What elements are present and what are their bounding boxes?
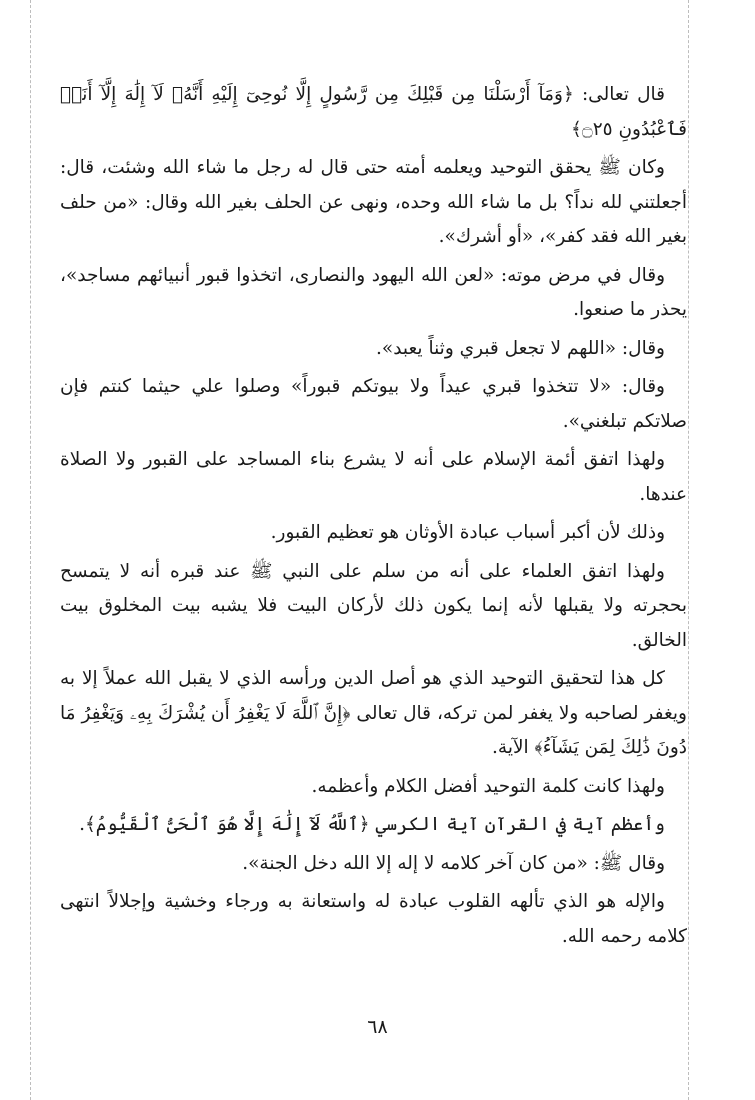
page-number: ٦٨	[367, 1016, 388, 1038]
paragraph-5: وقال: «لا تتخذوا قبري عيداً ولا بيوتكم قبوراً» وصلوا علي حيثما كنتم فإن صلاتكم تبلغني».	[60, 376, 687, 432]
paragraph-1: قال تعالى: ﴿وَمَآ أَرْسَلْنَا مِن قَبْلِكَ مِن رَّسُولٍ إِلَّا نُوحِىٓ إِلَيْهِ أَنَّهُۥ لَآ إِلَٰهَ إِلَّآ أَنَا۠ فَٱعْبُدُونِ ۝٢٥﴾	[60, 84, 687, 140]
paragraph-11: وأعظم آية في القرآن آية الكرسي ﴿ٱللَّهُ لَآ إِلَٰهَ إِلَّا هُوَ ٱلْحَىُّ ٱلْقَيُّومُ﴾.	[79, 814, 665, 835]
paragraph-3: وقال في مرض موته: «لعن الله اليهود والنصارى، اتخذوا قبور أنبيائهم مساجد»، يحذر ما صنعوا.	[60, 264, 687, 320]
paragraph-9: كل هذا لتحقيق التوحيد الذي هو أصل الدين ورأسه الذي لا يقبل الله عملاً إلا به ويغفر لصاحبه ولا يغفر لمن تركه، قال تعالى ﴿إِنَّ ٱللَّهَ لَا يَغْفِرُ أَن يُشْرَكَ بِهِۦ وَيَغْفِرُ مَا دُونَ ذَٰلِكَ لِمَن يَشَآءُ﴾ الآية.	[60, 668, 687, 758]
paragraph-13: والإله هو الذي تألهه القلوب عبادة له واستعانة به ورجاء وخشية وإجلالاً انتهى كلامه رحمه الله.	[60, 891, 687, 947]
paragraph-8: ولهذا اتفق العلماء على أنه من سلم على النبي ﷺ عند قبره أنه لا يتمسح بحجرته ولا يقبلها لأنه إنما يكون ذلك لأركان البيت فلا يشبه بيت المخلوق بيت الخالق.	[60, 560, 687, 651]
paragraph-2: وكان ﷺ يحقق التوحيد ويعلمه أمته حتى قال له رجل ما شاء الله وشئت، قال: أجعلتني لله نداً؟ بل ما شاء الله وحده، ونهى عن الحلف بغير الله وقال: «من حلف بغير الله فقد كفر»، «أو أشرك».	[60, 157, 687, 247]
paragraph-12: وقال ﷺ: «من كان آخر كلامه لا إله إلا الله دخل الجنة».	[242, 852, 665, 874]
paragraph-6: ولهذا اتفق أئمة الإسلام على أنه لا يشرع بناء المساجد على القبور ولا الصلاة عندها.	[60, 449, 687, 505]
margin-guide-left	[30, 0, 31, 1100]
margin-guide-right	[688, 0, 689, 1100]
paragraph-7: وذلك لأن أكبر أسباب عبادة الأوثان هو تعظيم القبور.	[270, 522, 665, 543]
paragraph-10: ولهذا كانت كلمة التوحيد أفضل الكلام وأعظمه.	[311, 775, 665, 797]
paragraph-4: وقال: «اللهم لا تجعل قبري وثناً يعبد».	[376, 337, 665, 359]
body-text	[60, 78, 687, 958]
